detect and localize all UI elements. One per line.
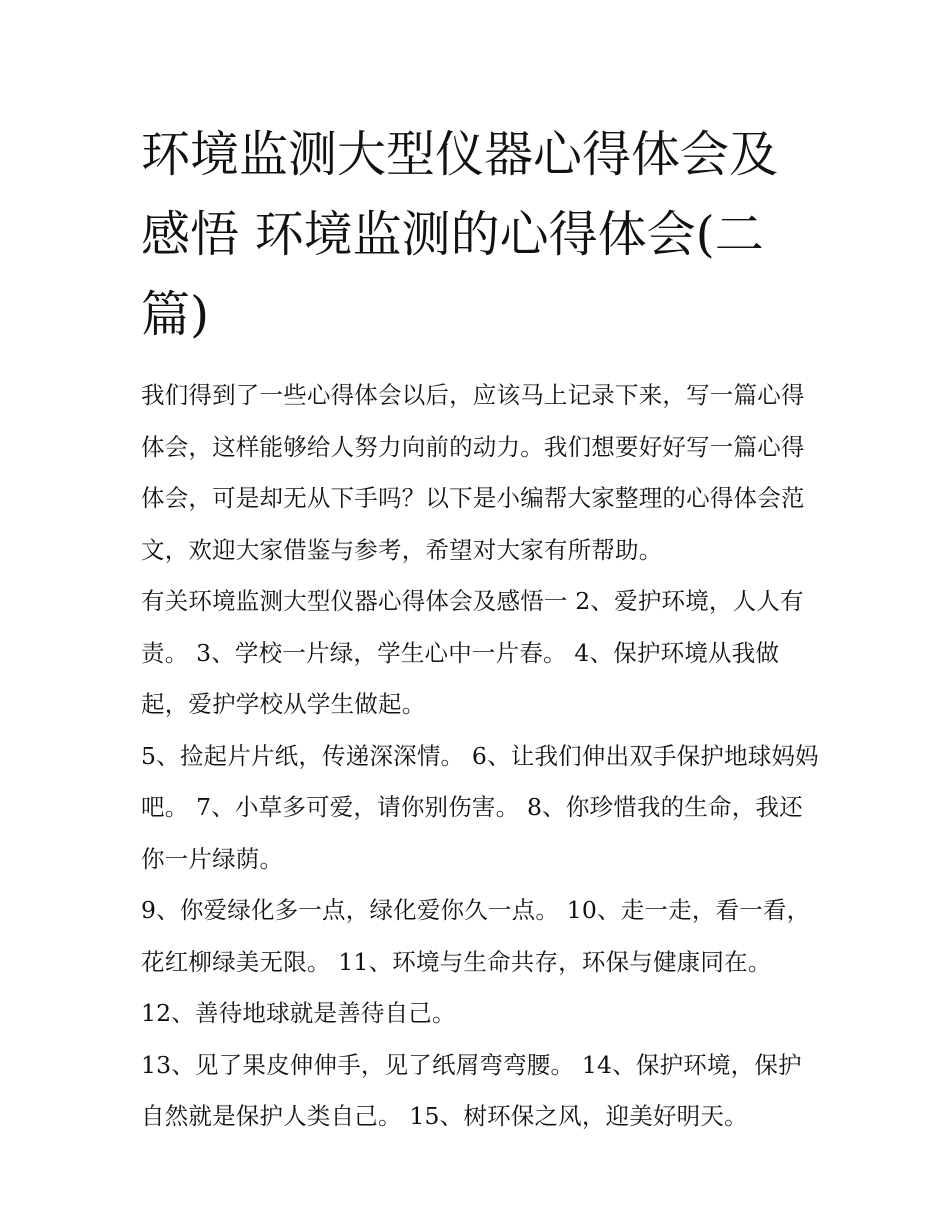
document-body <box>141 370 821 1143</box>
paragraph-slogans-2: 5、捡起片片纸，传递深深情。 6、让我们伸出双手保护地球妈妈吧。 7、小草多可爱，请你别伤害。 8、你珍惜我的生命，我还你一片绿荫。 <box>141 741 819 873</box>
paragraph-slogans-1: 有关环境监测大型仪器心得体会及感悟一 2、爱护环境，人人有责。 3、学校一片绿，学生心中一片春。 4、保护环境从我做起，爱护学校从学生做起。 <box>141 587 804 718</box>
paragraph-slogans-4: 13、见了果皮伸伸手，见了纸屑弯弯腰。 14、保护环境，保护自然就是保护人类自己。 15、树环保之风，迎美好明天。 <box>141 1050 802 1130</box>
document-title: 环境监测大型仪器心得体会及感悟 环境监测的心得体会(二篇) <box>141 126 779 343</box>
paragraph-slogans-3: 9、你爱绿化多一点，绿化爱你久一点。 10、走一走，看一看，花红柳绿美无限。 11、环境与生命共存，环保与健康同在。 12、善待地球就是善待自己。 <box>141 896 811 1027</box>
paragraph-intro: 我们得到了一些心得体会以后，应该马上记录下来，写一篇心得体会，这样能够给人努力向前的动力。我们想要好好写一篇心得体会，可是却无从下手吗？以下是小编帮大家整理的心得体会范文，欢迎大家借鉴与参考，希望对大家有所帮助。 <box>141 381 805 564</box>
document-page <box>141 115 821 1143</box>
